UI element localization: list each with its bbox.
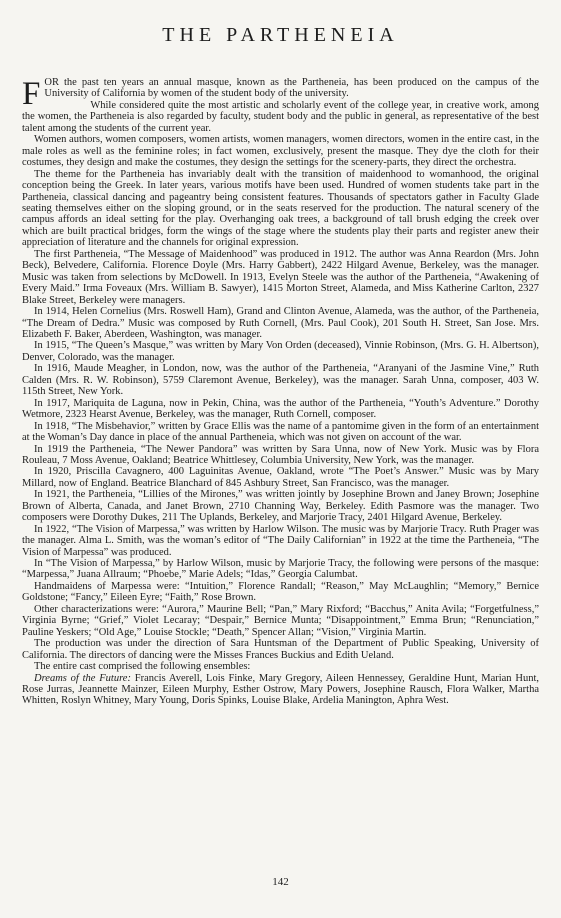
paragraph: The production was under the direction of Sara Huntsman of the Department of Public Speaking, University of California. The directors of dancing were the Misses Frances Buckius and Edith Ueland.	[22, 638, 539, 661]
drop-cap: F	[22, 76, 41, 112]
paragraph-ensemble	[22, 673, 539, 707]
paragraph: In 1917, Mariquita de Laguna, now in Pekin, China, was the author of the Partheneia, “Youth’s Adventure.” Dorothy Wetmore, 2323 Hearst Avenue, Berkeley, was the manager, Ruth Cornell, composer.	[22, 397, 539, 421]
paragraph: In 1922, “The Vision of Marpessa,” was written by Harlow Wilson. The music was by Marjorie Tracy. Ruth Prager was the manager. Alma L. Smith, was the woman’s editor of “The Daily Californian” in 1922 at the time the Partheneia, “The Vision of Marpessa” was produced.	[22, 523, 539, 558]
paragraph: In 1920, Priscilla Cavagnero, 400 Laguinitas Avenue, Oakland, wrote “The Poet’s Answer.” Music was by Mary Millard, now of England. Beatrice Blanchard of 845 Ashbury Street, San Francisco, was the manager.	[22, 466, 539, 489]
paragraph-intro-text: OR the past ten years an annual masque, known as the Partheneia, has been produced on the campus of the University of California by women of the student body of the university.	[44, 77, 539, 100]
paragraph: In 1921, the Partheneia, “Lillies of the Mirones,” was written jointly by Josephine Brown and Janey Brown; Josephine Brown of Alberta, Canada, and Janet Brown, 2710 Channing Way, Berkeley. Edith Pasmore was the manager. Two composers were Dorothy Dukes, 211 The Uplands, Berkeley, and Marjorie Tracy, 2401 Hilgard Avenue, Berkeley.	[22, 489, 539, 524]
paragraph: In 1918, “The Misbehavior,” written by Grace Ellis was the name of a pantomime given in the form of an entertainment at the Woman’s Day dance in place of the annual Partheneia, which was not given on account of the war.	[22, 420, 539, 444]
paragraph: In 1916, Maude Meagher, in London, now, was the author of the Partheneia, “Aranyani of the Jasmine Vine,” Ruth Calden (Mrs. R. W. Robinson), 5759 Claremont Avenue, Berkeley), was the manager. Sarah Unna, composer, 403 W. 115th Street, New York.	[22, 363, 539, 398]
ensemble-members: Francis Averell, Lois Finke, Mary Gregory, Aileen Hennessey, Geraldine Hunt, Marian Hunt, Rose Jurras, Jeannette Mainzer, Eileen Murphy, Esther Ostrow, Mary Powers, Josephine Rausch, Flora Walker, Martha Whitten, Roslyn Whitney, Mary Young, Doris Spinks, Louise Blake, Ardelia Manington, Aphra West.	[22, 672, 539, 707]
paragraph-intro	[22, 76, 539, 112]
paragraph: In “The Vision of Marpessa,” by Harlow Wilson, music by Marjorie Tracy, the following were persons of the masque: “Marpessa,” Juana Allraum; “Phoebe,” Marie Adels; “Idas,” Georgia Calumbat.	[22, 558, 539, 581]
paragraph: In 1914, Helen Cornelius (Mrs. Roswell Ham), Grand and Clinton Avenue, Alameda, was the author, of the Partheneia, “The Dream of Dedra.” Music was composed by Ruth Cornell, (Mrs. Paul Cook), 201 South H. Street, San Jose. Mrs. Elizabeth F. Baker, Aberdeen, Washington, was manager.	[22, 306, 539, 340]
paragraph: Other characterizations were: “Aurora,” Maurine Bell; “Pan,” Mary Rixford; “Bacchus,” Anita Avila; “Forgetfulness,” Virginia Byrne; “Grief,” Violet Lecaray; “Despair,” Bernice Munta; “Disappointment,” Emma Brun; “Renunciation,” Pauline Yeskers; “Old Age,” Louise Stockle; “Death,” Spencer Allan; “Vision,” Virginia Martin.	[22, 603, 539, 638]
page-title: THE PARTHENEIA	[162, 24, 399, 46]
paragraph: Women authors, women composers, women artists, women managers, women directors, women in the entire cast, in the male roles as well as the feminine roles; in fact women, exclusively, present the masque. They dye the cloth for their costumes, they design and make the costumes, they design the settings for the scenery-parts, they direct the orchestra.	[22, 134, 539, 169]
paragraph: The entire cast comprised the following ensembles:	[34, 661, 251, 673]
page-number: 142	[272, 876, 289, 888]
paragraph: In 1919 the Partheneia, “The Newer Pandora” was written by Sara Unna, now of New York. Music was by Flora Rouleau, 7 Moss Avenue, Oakland; Beatrice Whittlesey, Columbia University, New York, was the manager.	[22, 443, 539, 466]
paragraph: In 1915, “The Queen’s Masque,” was written by Mary Von Orden (deceased), Vinnie Robinson, (Mrs. G. H. Albertson), Denver, Colorado, was the manager.	[22, 340, 539, 363]
article-body	[22, 77, 539, 707]
paragraph: Handmaidens of Marpessa were: “Intuition,” Florence Randall; “Reason,” May McLaughlin; “Memory,” Bernice Goldstone; “Fancy,” Eileen Eyre; “Faith,” Rose Brown.	[22, 580, 539, 604]
paragraph: The first Partheneia, “The Message of Maidenhood” was produced in 1912. The author was Anna Reardon (Mrs. John Beck), Belvedere, California. Florence Doyle (Mrs. Harry Gabbert), 2422 Hilgard Avenue, Berkeley, was the manager. Music was taken from selections by McDowell. In 1913, Evelyn Steele was the author of the Partheneia, “Awakening of Every Maid.” Irma Foveaux (Mrs. William B. Sawyer), 1415 Morton Street, Alameda, and Miss Katherine Carlton, 2327 Blake Street, Berkeley were managers.	[22, 248, 539, 306]
ensemble-label: Dreams of the Future:	[34, 672, 131, 684]
paragraph: The theme for the Partheneia has invariably dealt with the transition of maidenhood to womanhood, the original conception being the Greek. In later years, various motifs have been used. Hundred of women students take part in the Partheneia, classical dancing and pageantry being consistent features. Thousands of spectators gather in Faculty Glade seating themselves either on the sloping ground, or in the seats reserved for the production. The natural scenery of the campus affords an ideal setting for the play. Overhanging oak trees, a background of tall brush edging the creek over which are built practical bridges, form the wings of the stage where the students play their parts and register anew their appreciation of literature and the channels for original expression.	[22, 168, 539, 249]
paragraph: While considered quite the most artistic and scholarly event of the college year, in creative work, among the women, the Partheneia is also regarded by faculty, student body and the public in general, as representative of the best talent among the students of the current year.	[22, 99, 539, 134]
